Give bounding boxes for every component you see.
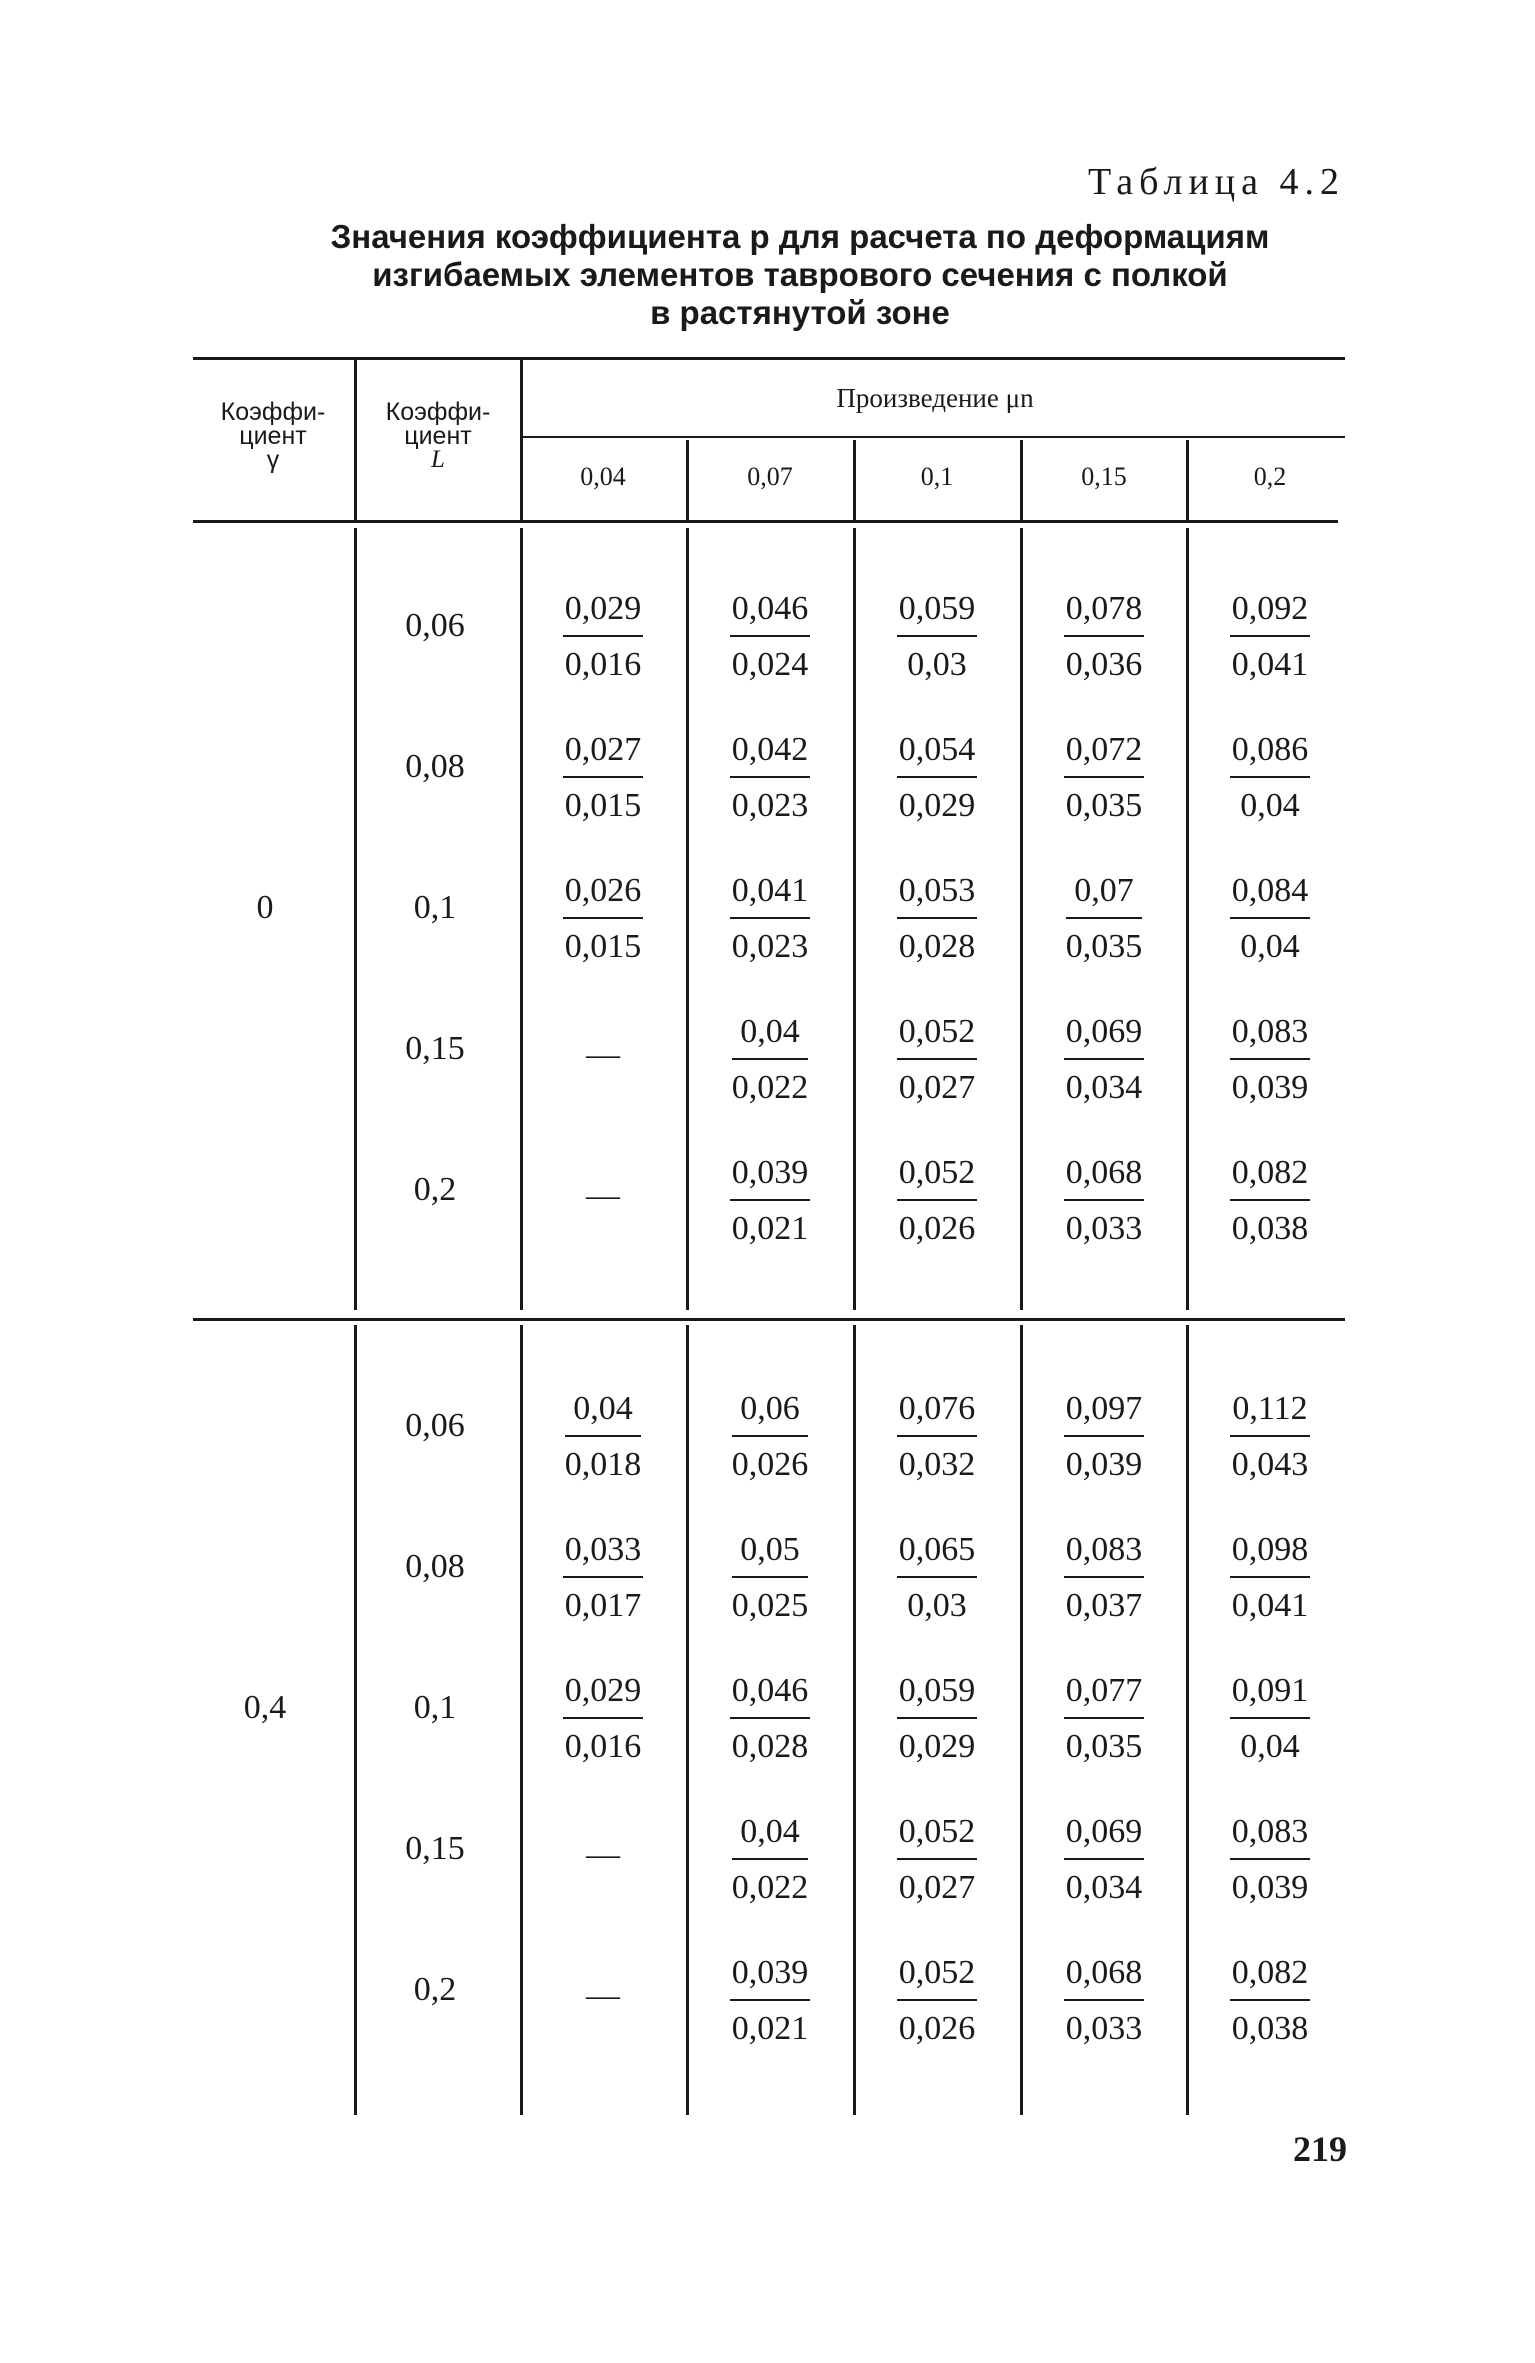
table-cell [520,1151,686,1215]
fraction [1064,1810,1145,1910]
table-cell [687,1951,853,2051]
gamma-value: 0 [256,889,274,926]
fraction [1230,1010,1311,1110]
l-value: 0,06 [405,607,465,644]
fraction-numerator: 0,098 [1230,1528,1311,1578]
table-cell [1187,728,1353,828]
fraction-numerator: 0,054 [897,728,978,778]
fraction-denominator: 0,032 [898,1446,976,1483]
fraction [1230,1151,1311,1251]
header-col-5: 0,2 [1253,462,1287,491]
fraction-numerator: 0,07 [1066,869,1143,919]
table-cell [520,587,686,687]
table-cell [1187,1528,1353,1628]
fraction-numerator: 0,059 [897,587,978,637]
fraction-denominator: 0,036 [1065,646,1143,683]
fraction [897,1151,978,1251]
header-gamma [198,400,348,472]
fraction-numerator: 0,042 [730,728,811,778]
table-cell [854,1951,1020,2051]
fraction [563,587,644,687]
header-col-4: 0,15 [1081,462,1127,491]
fraction-denominator: 0,016 [564,1728,642,1765]
table-cell [687,1387,853,1487]
fraction-denominator: 0,035 [1065,1728,1143,1765]
header-bottom-rule [193,520,1338,523]
fraction-numerator: 0,082 [1230,1151,1311,1201]
fraction-numerator: 0,04 [565,1387,642,1437]
table-cell [520,1010,686,1074]
header-gamma-line-1: Коэффи- [220,398,326,426]
fraction-denominator: 0,016 [564,646,642,683]
table-cell [520,728,686,828]
fraction [730,869,811,969]
fraction-numerator: 0,068 [1064,1951,1145,2001]
fraction-denominator: 0,041 [1231,646,1309,683]
fraction-numerator: 0,039 [730,1151,811,1201]
fraction [563,869,644,969]
header-l-line-1: Коэффи- [385,398,491,426]
fraction-numerator: 0,069 [1064,1810,1145,1860]
fraction [1064,1951,1145,2051]
l-value: 0,2 [413,1171,457,1208]
fraction-denominator: 0,028 [731,1728,809,1765]
table-cell [687,869,853,969]
fraction [897,869,978,969]
table-cell [854,1010,1020,1110]
table-cell [1187,1810,1353,1910]
fraction-numerator: 0,084 [1230,869,1311,919]
fraction-numerator: 0,052 [897,1151,978,1201]
empty-cell-dash: — [586,1177,620,1214]
table-cell [854,1528,1020,1628]
header-col-1: 0,04 [580,462,626,491]
header-l-line-3: L [431,446,445,473]
header-gamma-line-3: γ [266,446,280,474]
fraction-denominator: 0,027 [898,1069,976,1106]
table-cell [687,1810,853,1910]
l-value: 0,08 [405,748,465,785]
empty-cell-dash: — [586,1836,620,1873]
table-cell [1021,1151,1187,1251]
table-cell [1187,1387,1353,1487]
col-divider-gamma [354,360,357,520]
fraction [1230,1951,1311,2051]
fraction-denominator: 0,038 [1231,1210,1309,1247]
fraction [563,1528,644,1628]
group-divider-rule [193,1318,1345,1321]
fraction-numerator: 0,039 [730,1951,811,2001]
fraction-numerator: 0,082 [1230,1951,1311,2001]
table-cell [1187,1951,1353,2051]
fraction [563,728,644,828]
table-cell [854,587,1020,687]
table-title [300,218,1300,332]
fraction [732,1010,809,1110]
fraction [1230,728,1311,828]
table-number: Таблица 4.2 [1087,161,1345,203]
fraction-numerator: 0,052 [897,1951,978,2001]
table-cell [1187,1669,1353,1769]
fraction-denominator: 0,04 [1240,787,1300,824]
header-gamma-line-2: циент [239,422,307,450]
fraction-denominator: 0,039 [1231,1069,1309,1106]
fraction [897,1810,978,1910]
fraction [1064,1151,1145,1251]
fraction-denominator: 0,026 [898,1210,976,1247]
fraction-numerator: 0,083 [1230,1010,1311,1060]
fraction [732,1387,809,1487]
fraction-denominator: 0,039 [1231,1869,1309,1906]
table-cell [520,1951,686,2015]
fraction-numerator: 0,029 [563,1669,644,1719]
table-cell [687,1151,853,1251]
table-cell [1021,1528,1187,1628]
table-cell [1187,869,1353,969]
fraction-numerator: 0,072 [1064,728,1145,778]
header-col-3: 0,1 [920,462,954,491]
table-cell [854,728,1020,828]
table-cell [520,1810,686,1874]
fraction-denominator: 0,035 [1065,928,1143,965]
table-title-line-1: Значения коэффициента р для расчета по деформациям [330,218,1270,255]
fraction-numerator: 0,027 [563,728,644,778]
fraction-numerator: 0,06 [732,1387,809,1437]
fraction-denominator: 0,039 [1065,1446,1143,1483]
fraction [897,587,978,687]
empty-cell-dash: — [586,1036,620,1073]
fraction-denominator: 0,023 [731,928,809,965]
table-cell [520,869,686,969]
fraction-denominator: 0,043 [1231,1446,1309,1483]
fraction-denominator: 0,029 [898,787,976,824]
fraction [1230,869,1311,969]
fraction-numerator: 0,092 [1230,587,1311,637]
fraction-denominator: 0,026 [731,1446,809,1483]
l-value: 0,1 [413,1689,457,1726]
header-l-line-2: циент [404,422,472,450]
fraction [1064,728,1145,828]
fraction-numerator: 0,026 [563,869,644,919]
table-cell [1187,587,1353,687]
l-value: 0,08 [405,1548,465,1585]
table-title-line-3: в растянутой зоне [650,294,950,331]
fraction-numerator: 0,091 [1230,1669,1311,1719]
fraction-numerator: 0,029 [563,587,644,637]
fraction [1064,1669,1145,1769]
fraction-denominator: 0,041 [1231,1587,1309,1624]
table-cell [854,1151,1020,1251]
table-cell [1021,1810,1187,1910]
fraction-denominator: 0,029 [898,1728,976,1765]
fraction-numerator: 0,046 [730,587,811,637]
fraction-numerator: 0,053 [897,869,978,919]
fraction [897,728,978,828]
fraction [1230,1669,1311,1769]
col-divider-l [520,360,523,520]
header-sub-rule [522,436,1345,438]
fraction-numerator: 0,077 [1064,1669,1145,1719]
table-cell [1021,1387,1187,1487]
fraction-denominator: 0,033 [1065,1210,1143,1247]
fraction-numerator: 0,112 [1230,1387,1309,1437]
fraction-denominator: 0,022 [731,1069,809,1106]
fraction [730,1951,811,2051]
fraction-denominator: 0,023 [731,787,809,824]
fraction [732,1810,809,1910]
fraction [897,1951,978,2051]
table-cell [1021,869,1187,969]
fraction [732,1528,809,1628]
fraction-numerator: 0,04 [732,1010,809,1060]
fraction-numerator: 0,041 [730,869,811,919]
fraction-denominator: 0,035 [1065,787,1143,824]
fraction [1064,1528,1145,1628]
fraction-denominator: 0,034 [1065,1069,1143,1106]
fraction-numerator: 0,04 [732,1810,809,1860]
table-cell [1021,587,1187,687]
fraction [897,1669,978,1769]
table-cell [1187,1151,1353,1251]
fraction [730,587,811,687]
table-cell [687,1528,853,1628]
table-cell [854,1387,1020,1487]
fraction-denominator: 0,03 [907,646,967,683]
fraction-denominator: 0,015 [564,928,642,965]
fraction-denominator: 0,018 [564,1446,642,1483]
fraction [1230,587,1311,687]
table-title-line-2: изгибаемых элементов таврового сечения с полкой [372,256,1228,293]
fraction-numerator: 0,065 [897,1528,978,1578]
fraction-denominator: 0,015 [564,787,642,824]
fraction-numerator: 0,086 [1230,728,1311,778]
table-cell [687,1010,853,1110]
table-cell [854,1669,1020,1769]
table-cell [1021,1669,1187,1769]
table-top-rule [193,357,1345,360]
fraction-denominator: 0,037 [1065,1587,1143,1624]
fraction [730,728,811,828]
fraction [1230,1387,1309,1487]
table-cell [854,869,1020,969]
fraction [1230,1810,1311,1910]
fraction [1064,1387,1145,1487]
fraction-denominator: 0,038 [1231,2010,1309,2047]
fraction [565,1387,642,1487]
fraction-numerator: 0,069 [1064,1010,1145,1060]
fraction-numerator: 0,052 [897,1810,978,1860]
fraction-denominator: 0,025 [731,1587,809,1624]
fraction [730,1669,811,1769]
l-value: 0,15 [405,1030,465,1067]
fraction-numerator: 0,097 [1064,1387,1145,1437]
fraction [1064,587,1145,687]
fraction-numerator: 0,046 [730,1669,811,1719]
header-product: Произведение μn [836,383,1034,413]
fraction-numerator: 0,059 [897,1669,978,1719]
fraction [897,1010,978,1110]
l-value: 0,2 [413,1971,457,2008]
fraction [1066,869,1143,969]
fraction-numerator: 0,078 [1064,587,1145,637]
fraction-denominator: 0,034 [1065,1869,1143,1906]
fraction-denominator: 0,024 [731,646,809,683]
table-cell [1021,1010,1187,1110]
fraction-denominator: 0,04 [1240,928,1300,965]
table-cell [1021,1951,1187,2051]
fraction-numerator: 0,05 [732,1528,809,1578]
table-cell [1021,728,1187,828]
l-value: 0,06 [405,1407,465,1444]
table-cell [1187,1010,1353,1110]
fraction-denominator: 0,04 [1240,1728,1300,1765]
table-cell [520,1387,686,1487]
table-cell [687,728,853,828]
fraction-denominator: 0,026 [898,2010,976,2047]
fraction [730,1151,811,1251]
fraction [1230,1528,1311,1628]
fraction-numerator: 0,033 [563,1528,644,1578]
fraction [897,1528,978,1628]
fraction-denominator: 0,033 [1065,2010,1143,2047]
fraction-denominator: 0,017 [564,1587,642,1624]
fraction-denominator: 0,022 [731,1869,809,1906]
fraction-numerator: 0,083 [1230,1810,1311,1860]
fraction-denominator: 0,027 [898,1869,976,1906]
fraction-denominator: 0,03 [907,1587,967,1624]
fraction [563,1669,644,1769]
page-number: 219 [1293,2129,1347,2169]
header-l [362,400,514,472]
l-value: 0,15 [405,1830,465,1867]
fraction [1064,1010,1145,1110]
fraction-numerator: 0,083 [1064,1528,1145,1578]
fraction-denominator: 0,021 [731,2010,809,2047]
header-col-2: 0,07 [747,462,793,491]
fraction-numerator: 0,068 [1064,1151,1145,1201]
table-cell [854,1810,1020,1910]
fraction-denominator: 0,028 [898,928,976,965]
table-cell [687,587,853,687]
table-cell [520,1528,686,1628]
l-value: 0,1 [413,889,457,926]
gamma-value: 0,4 [243,1689,287,1726]
fraction [897,1387,978,1487]
empty-cell-dash: — [586,1977,620,2014]
fraction-numerator: 0,052 [897,1010,978,1060]
table-cell [687,1669,853,1769]
fraction-numerator: 0,076 [897,1387,978,1437]
table-cell [520,1669,686,1769]
fraction-denominator: 0,021 [731,1210,809,1247]
